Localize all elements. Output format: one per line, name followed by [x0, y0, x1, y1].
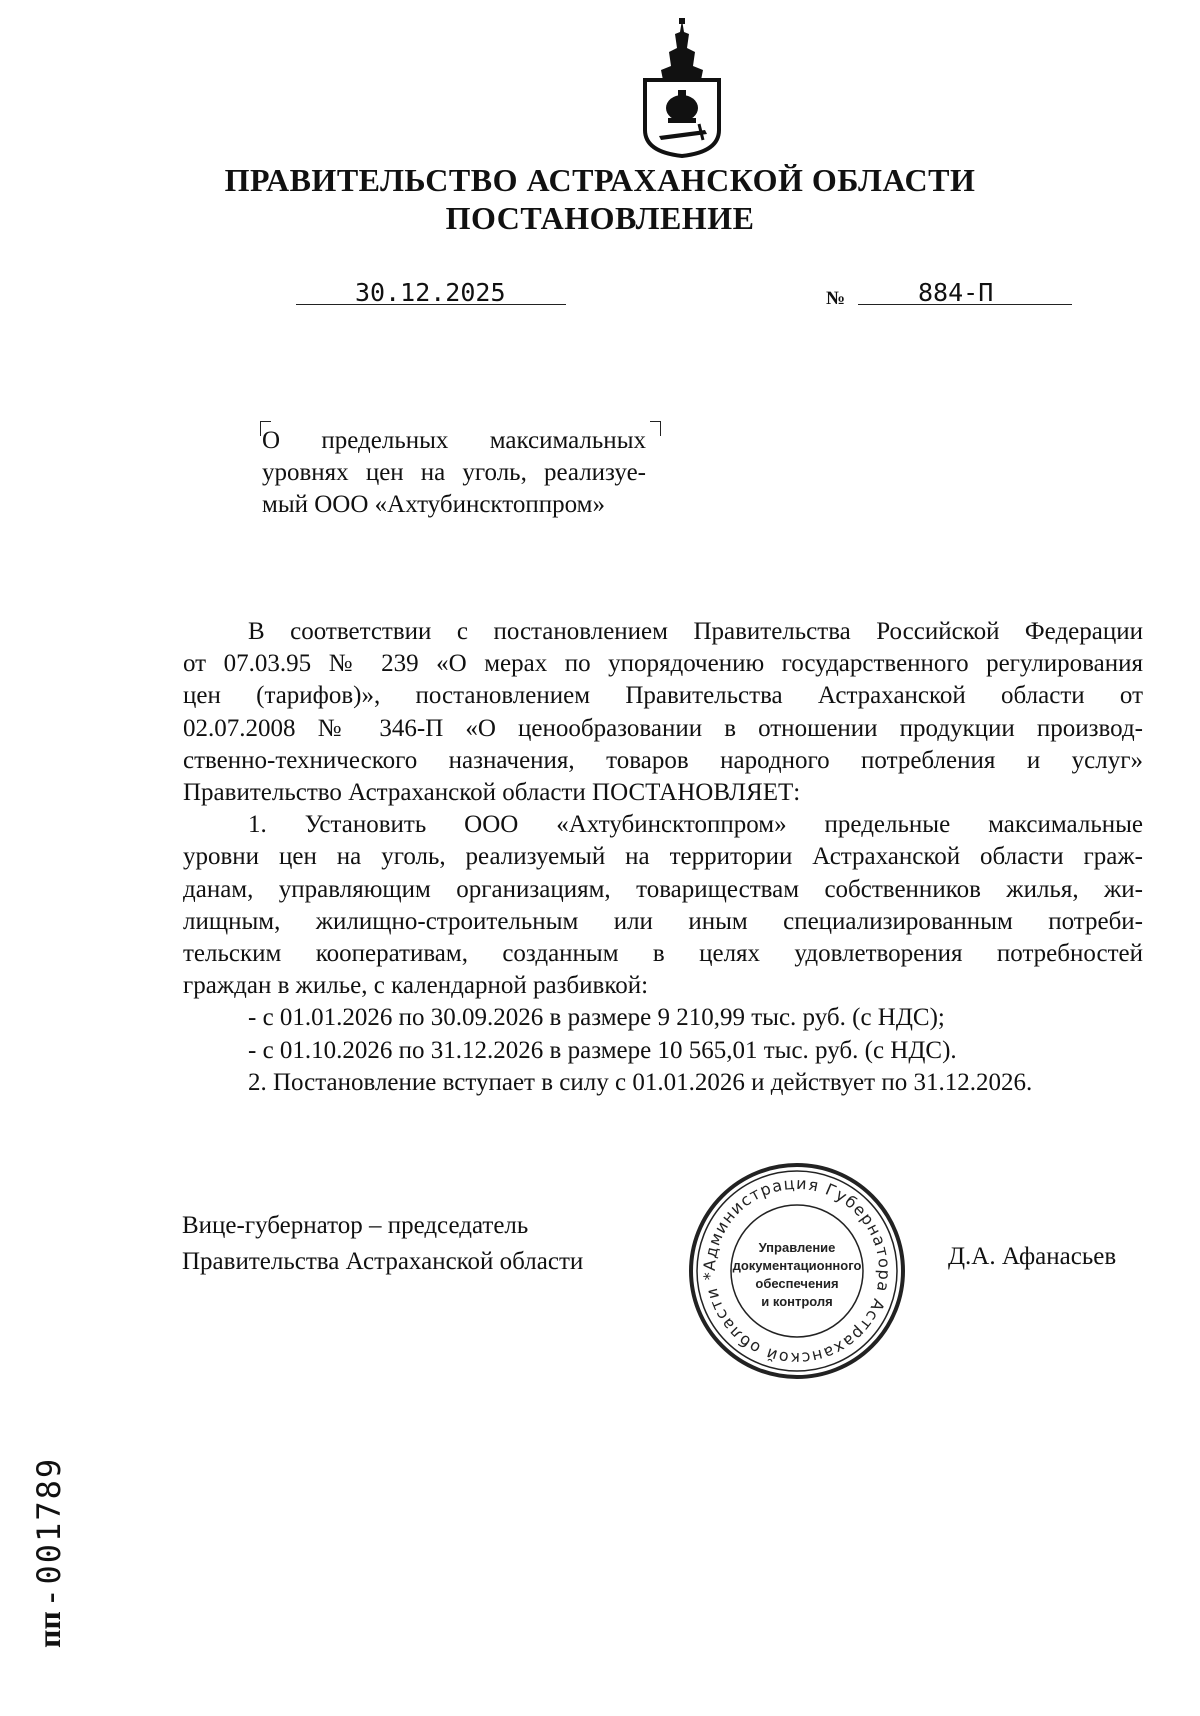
- body-line: тельским кооперативам, созданным в целях удовлетворения потребностей: [183, 940, 1143, 968]
- registration-code: [30, 1457, 68, 1648]
- body-line: Правительство Астраханской области ПОСТАНОВЛЯЕТ:: [183, 779, 801, 807]
- body-line: ственно-технического назначения, товаров народного потребления и услуг»: [183, 746, 1143, 774]
- body-line: 2. Постановление вступает в силу с 01.01.2026 и действует по 31.12.2026.: [248, 1068, 1033, 1096]
- registration-code-prefix: пп -: [31, 1592, 67, 1648]
- body-line: цен (тарифов)», постановлением Правительства Астраханской области от: [183, 682, 1143, 710]
- document-body: [183, 616, 1143, 1099]
- body-line: граждан в жилье, с календарной разбивкой:: [183, 972, 649, 1000]
- body-line: - с 01.10.2026 по 31.12.2026 в размере 10 565,01 тыс. руб. (с НДС).: [248, 1036, 957, 1064]
- document-type-title: ПОСТАНОВЛЕНИЕ: [445, 200, 755, 236]
- body-line: - с 01.01.2026 по 30.09.2026 в размере 9 210,99 тыс. руб. (с НДС);: [248, 1004, 945, 1032]
- stamp-center-line: документационного: [732, 1258, 862, 1273]
- subject-line: О предельных максимальных: [262, 427, 646, 454]
- subject-block: [262, 425, 646, 521]
- signatory-position-line: Вице-губернатор – председатель: [182, 1212, 529, 1239]
- document-date: 30.12.2025: [355, 278, 506, 307]
- body-line: данам, управляющим организациям, товариществам собственников жилья, жи-: [183, 875, 1143, 903]
- subject-bracket-right: [650, 421, 661, 436]
- body-line: В соответствии с постановлением Правительства Российской Федерации: [248, 618, 1143, 645]
- number-sign: №: [826, 288, 846, 309]
- registration-code-number: 001789: [30, 1456, 68, 1585]
- signatory-position-line: Правительства Астраханской области: [182, 1248, 584, 1275]
- signatory-name: Д.А. Афанасьев: [948, 1243, 1117, 1270]
- body-line: 02.07.2008 № 346-П «О ценообразовании в отношении продукции производ-: [183, 714, 1143, 742]
- stamp-ring-text: Администрация Губернатора Астраханской области *: [699, 1173, 895, 1369]
- astrakhan-coat-of-arms-icon: [637, 18, 727, 158]
- stamp-center-line: и контроля: [761, 1294, 833, 1309]
- stamp-center-line: обеспечения: [755, 1276, 839, 1291]
- signatory-position: [182, 1208, 583, 1280]
- organization-title: ПРАВИТЕЛЬСТВО АСТРАХАНСКОЙ ОБЛАСТИ: [224, 162, 976, 198]
- body-line: лищным, жилищно-строительным или иным специализированным потреби-: [183, 907, 1143, 935]
- body-line: уровни цен на уголь, реализуемый на территории Астраханской области граж-: [183, 843, 1143, 871]
- subject-line: уровнях цен на уголь, реализуе-: [262, 459, 646, 486]
- document-number: 884-П: [918, 278, 994, 307]
- subject-line: мый ООО «Ахтубинсктоппром»: [262, 491, 605, 518]
- stamp-center-line: Управление: [758, 1240, 836, 1255]
- body-line: от 07.03.95 № 239 «О мерах по упорядочению государственного регулирования: [183, 650, 1143, 678]
- official-seal-stamp: [686, 1160, 908, 1382]
- body-line: 1. Установить ООО «Ахтубинсктоппром» предельные максимальные: [248, 811, 1143, 839]
